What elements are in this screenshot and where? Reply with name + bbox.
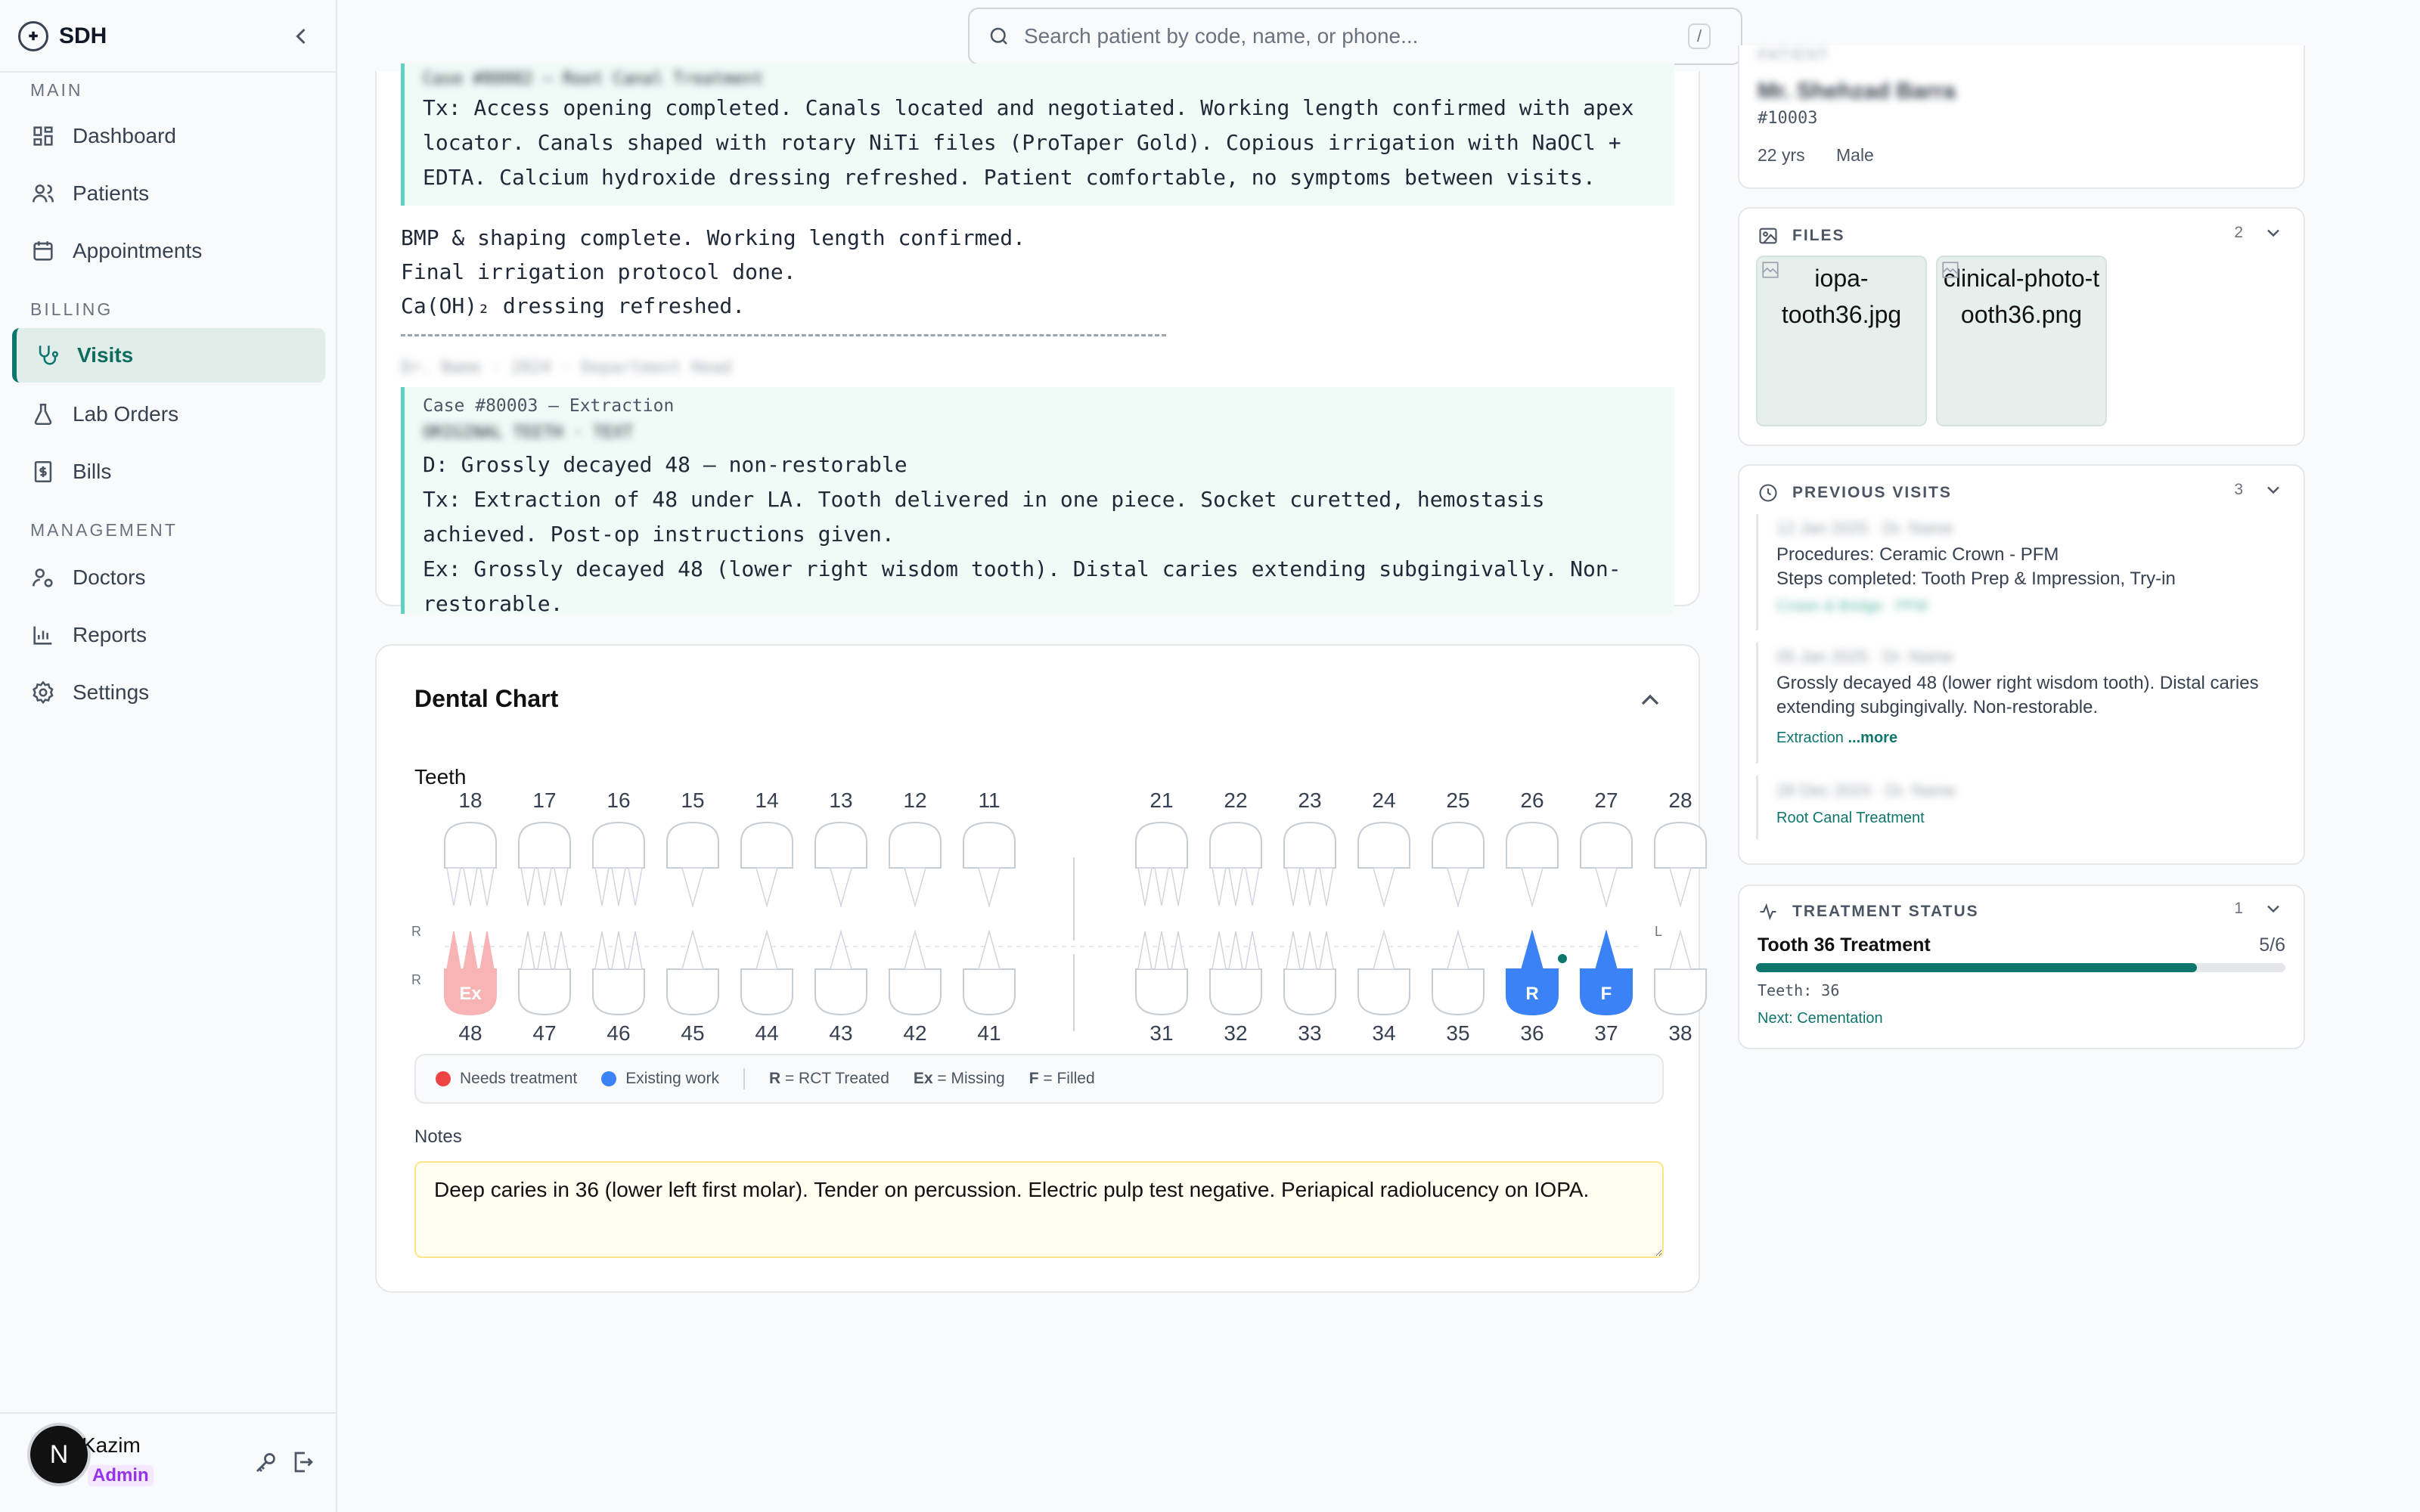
red-dot-icon — [436, 1071, 451, 1086]
case-note-extraction — [401, 387, 1674, 614]
tooth-root — [1670, 868, 1691, 906]
tooth-crown — [741, 823, 793, 868]
previous-visits-header[interactable] — [1758, 482, 1952, 503]
patient-card-label: PATIENT — [1758, 47, 1830, 64]
tooth-number: 22 — [1224, 789, 1248, 812]
tooth-crown — [593, 969, 644, 1015]
file-thumbnail[interactable] — [1756, 256, 1927, 426]
tooth-24[interactable] — [1358, 789, 1410, 906]
tooth-root — [1229, 868, 1243, 906]
case-diagnosis-text: D: Grossly decayed 48 — non-restorable — [423, 452, 908, 477]
case-exam-text: Ex: Grossly decayed 48 (lower right wisdom tooth). Distal caries extending subgingivally. Non-restorable. — [423, 556, 1621, 616]
visit-date: 28 Dec 2024 · Dr. Name — [1776, 781, 1956, 800]
tooth-number: 37 — [1594, 1021, 1618, 1045]
sidebar-divider — [0, 71, 337, 73]
sidebar — [0, 0, 337, 1512]
chart-notes-textarea[interactable] — [414, 1161, 1664, 1258]
tooth-number: 16 — [607, 789, 631, 812]
tooth-number: 38 — [1668, 1021, 1692, 1045]
patient-age: 22 yrs — [1758, 145, 1805, 165]
tooth-number: 34 — [1372, 1021, 1396, 1045]
tooth-15[interactable] — [667, 789, 718, 906]
sidebar-item-dashboard[interactable] — [12, 109, 325, 163]
tooth-12[interactable] — [889, 789, 941, 906]
tooth-root — [464, 931, 477, 969]
visit-line: Procedures: Ceramic Crown - PFM — [1776, 544, 2059, 565]
brand-logo-icon: ✚ — [18, 21, 48, 51]
chevron-down-icon[interactable] — [2263, 222, 2284, 243]
sidebar-item-doctors[interactable] — [12, 550, 325, 605]
tooth-number: 21 — [1150, 789, 1174, 812]
tooth-number: 23 — [1298, 789, 1322, 812]
tooth-root — [1229, 931, 1243, 969]
chevron-left-icon[interactable] — [287, 23, 315, 50]
files-title: FILES — [1792, 227, 1845, 244]
section-management: MANAGEMENT — [30, 520, 178, 540]
tooth-root — [1212, 931, 1226, 969]
tooth-root — [1286, 931, 1300, 969]
blue-dot-icon — [601, 1071, 616, 1086]
sidebar-item-label: Settings — [73, 680, 150, 704]
legend-label: = Filled — [1038, 1070, 1095, 1087]
tooth-number: 36 — [1520, 1021, 1544, 1045]
arch-side-label: R — [411, 924, 421, 939]
legend-key: Ex — [913, 1070, 933, 1087]
visit-line: Grossly decayed 48 (lower right wisdom tooth). Distal caries extending subgingivally. Non-restorable. — [1776, 673, 2259, 717]
tooth-root — [1286, 868, 1300, 906]
tooth-root — [521, 868, 535, 906]
tooth-root — [480, 868, 494, 906]
tooth-crown — [593, 823, 644, 868]
tooth-crown — [889, 823, 941, 868]
tooth-number: 47 — [532, 1021, 557, 1045]
tooth-number: 35 — [1446, 1021, 1470, 1045]
tooth-number: 12 — [903, 789, 927, 812]
tooth-root — [554, 931, 568, 969]
tooth-44[interactable] — [741, 931, 793, 1045]
brand-name: SDH — [59, 23, 107, 48]
tooth-35[interactable] — [1432, 931, 1484, 1045]
tooth-45[interactable] — [667, 931, 718, 1045]
treatment-status-title: TREATMENT STATUS — [1792, 903, 1979, 920]
tooth-root — [756, 868, 777, 906]
sidebar-item-bills[interactable] — [12, 445, 325, 499]
tooth-13[interactable] — [815, 789, 867, 906]
tooth-root — [1447, 931, 1469, 969]
tooth-root — [682, 868, 703, 906]
tooth-number: 13 — [829, 789, 853, 812]
tooth-crown — [667, 823, 718, 868]
tooth-root — [538, 868, 551, 906]
tooth-root — [1670, 931, 1691, 969]
tooth-number: 28 — [1668, 789, 1692, 812]
tooth-root — [1303, 868, 1317, 906]
tooth-root — [1320, 931, 1333, 969]
tooth-38[interactable] — [1655, 931, 1706, 1045]
tooth-33[interactable] — [1284, 931, 1336, 1045]
section-billing: BILLING — [30, 299, 113, 319]
tooth-crown — [667, 969, 718, 1015]
sidebar-item-label: Visits — [77, 343, 134, 367]
tooth-root — [1138, 868, 1152, 906]
tooth-root — [1596, 868, 1617, 906]
tooth-root — [480, 931, 494, 969]
tooth-32[interactable] — [1210, 931, 1261, 1045]
treatment-progress-bar — [1756, 963, 2285, 972]
tooth-number: 14 — [755, 789, 779, 812]
tooth-crown — [1284, 969, 1336, 1015]
tooth-37[interactable] — [1581, 931, 1632, 1045]
tooth-root — [1596, 931, 1617, 969]
tooth-crown — [1358, 823, 1410, 868]
tooth-crown — [815, 823, 867, 868]
users-icon — [30, 181, 56, 206]
tooth-number: 32 — [1224, 1021, 1248, 1045]
sidebar-item-label: Bills — [73, 460, 112, 483]
sidebar-item-label: Doctors — [73, 565, 146, 589]
sidebar-item-visits[interactable] — [12, 328, 325, 383]
tooth-26[interactable] — [1506, 789, 1558, 906]
tooth-root — [1373, 868, 1395, 906]
sidebar-item-label: Reports — [73, 623, 147, 646]
previous-visit-item[interactable] — [1756, 514, 2285, 631]
treatment-progress-fill — [1756, 963, 2197, 972]
tooth-number: 27 — [1594, 789, 1618, 812]
legend-separator — [743, 1068, 745, 1089]
tooth-crown — [963, 823, 1015, 868]
tooth-status-code: F — [1600, 984, 1612, 1004]
tooth-root — [595, 931, 609, 969]
section-main: MAIN — [30, 80, 83, 100]
tooth-crown — [1358, 969, 1410, 1015]
tooth-18[interactable] — [445, 789, 496, 906]
visit-summary-line: Final irrigation protocol done. — [401, 259, 796, 284]
notes-label: Notes — [414, 1126, 462, 1147]
tooth-root — [682, 931, 703, 969]
tooth-crown — [1655, 969, 1706, 1015]
tooth-root — [1522, 931, 1543, 969]
files-count: 2 — [2234, 224, 2243, 241]
tooth-root — [464, 868, 477, 906]
tooth-21[interactable] — [1136, 789, 1187, 906]
tooth-crown — [1432, 823, 1484, 868]
case-treatment-text: Tx: Access opening completed. Canals located and negotiated. Working length confirmed with apex locator. Canals shaped with rotary NiTi files (ProTaper Gold). Copious irrigation with NaOCl + EDTA. Calcium hydroxide dressing refreshed. Patient comfortable, no symptoms between visits. — [423, 95, 1647, 190]
tooth-25[interactable] — [1432, 789, 1484, 906]
tooth-root — [595, 868, 609, 906]
arch-side-label: R — [411, 972, 421, 987]
legend-missing — [914, 1070, 1005, 1088]
legend-needs-treatment — [436, 1070, 577, 1088]
dental-chart-legend — [414, 1054, 1664, 1104]
logout-icon[interactable] — [289, 1448, 316, 1476]
sidebar-item-appointments[interactable] — [12, 224, 325, 278]
tooth-root — [447, 868, 461, 906]
tooth-46[interactable] — [593, 931, 644, 1045]
visit-procedure-link[interactable]: Extraction — [1776, 730, 1844, 746]
tooth-root — [538, 931, 551, 969]
flask-icon — [30, 401, 56, 427]
tooth-root — [628, 868, 642, 906]
sidebar-footer-divider — [0, 1412, 337, 1414]
tooth-root — [1155, 868, 1168, 906]
tooth-36[interactable] — [1506, 931, 1558, 1045]
tooth-number: 42 — [903, 1021, 927, 1045]
file-name: clinical-photo-tooth36.png — [1943, 265, 2100, 328]
tooth-number: 48 — [458, 1021, 482, 1045]
chevron-down-icon[interactable] — [2263, 898, 2284, 919]
visit-procedure-link: Crown & Bridge · PFM — [1776, 598, 1928, 615]
tooth-root — [1303, 931, 1317, 969]
legend-label: = Missing — [932, 1070, 1005, 1087]
previous-visit-item[interactable] — [1756, 643, 2285, 764]
tooth-crown — [519, 969, 570, 1015]
tooth-crown — [815, 969, 867, 1015]
tooth-root — [447, 931, 461, 969]
visit-date: 12 Jan 2025 · Dr. Name — [1776, 519, 1953, 538]
case-subheader: ORIGINAL TEETH · TEXT — [423, 423, 634, 442]
tooth-number: 18 — [458, 789, 482, 812]
tooth-root — [1373, 931, 1395, 969]
dental-chart-grid — [407, 789, 1692, 1046]
tooth-crown — [1581, 823, 1632, 868]
tooth-root — [830, 868, 852, 906]
dental-chart-card — [375, 644, 1700, 1293]
tooth-number: 45 — [681, 1021, 705, 1045]
tooth-23[interactable] — [1284, 789, 1336, 906]
tooth-41[interactable] — [963, 931, 1015, 1045]
patient-card — [1738, 45, 2305, 189]
treatment-progress-text: 5/6 — [2259, 934, 2285, 956]
patient-code: #10003 — [1758, 109, 1818, 128]
tooth-11[interactable] — [963, 789, 1015, 906]
tooth-31[interactable] — [1136, 931, 1187, 1045]
tooth-43[interactable] — [815, 931, 867, 1045]
search-icon — [988, 25, 1010, 48]
tooth-number: 25 — [1446, 789, 1470, 812]
tooth-crown — [963, 969, 1015, 1015]
tooth-root — [521, 931, 535, 969]
tooth-selected-indicator-dot — [1558, 954, 1567, 963]
tooth-14[interactable] — [741, 789, 793, 906]
case-header: Case #80002 — Root Canal Treatment — [423, 70, 764, 88]
sidebar-item-label: Patients — [73, 181, 150, 205]
tooth-number: 33 — [1298, 1021, 1322, 1045]
tooth-status-code: Ex — [459, 984, 482, 1004]
search-shortcut-key: / — [1688, 23, 1711, 49]
legend-rct — [769, 1070, 889, 1088]
sidebar-item-label: Appointments — [73, 239, 203, 262]
visit-summary-line: Ca(OH)₂ dressing refreshed. — [401, 293, 746, 318]
doctor-icon — [30, 565, 56, 590]
tooth-number: 41 — [977, 1021, 1001, 1045]
treatment-teeth: Teeth: 36 — [1758, 981, 1840, 999]
tooth-number: 31 — [1150, 1021, 1174, 1045]
sidebar-item-settings[interactable] — [12, 665, 325, 720]
search-bar[interactable] — [968, 8, 1742, 65]
tooth-number: 15 — [681, 789, 705, 812]
treatment-status-count: 1 — [2234, 900, 2243, 917]
broken-image-icon — [1761, 260, 1780, 280]
tooth-root — [1246, 868, 1259, 906]
tooth-root — [979, 931, 1000, 969]
tooth-16[interactable] — [593, 789, 644, 906]
legend-label: Existing work — [625, 1070, 719, 1087]
teeth-label: Teeth — [414, 765, 467, 789]
user-name: Kazim — [82, 1433, 141, 1457]
treatment-next-step: Next: Cementation — [1758, 1010, 1883, 1027]
tooth-34[interactable] — [1358, 931, 1410, 1045]
tooth-crown — [741, 969, 793, 1015]
tooth-48[interactable] — [445, 931, 496, 1045]
chevron-up-icon[interactable] — [1635, 685, 1665, 715]
chevron-down-icon[interactable] — [2263, 479, 2284, 500]
legend-label: Needs treatment — [460, 1070, 578, 1087]
case-header: Case #80003 — Extraction — [423, 396, 675, 416]
tooth-root — [1155, 931, 1168, 969]
more-link[interactable]: ...more — [1843, 730, 1898, 746]
tooth-28[interactable] — [1655, 789, 1706, 906]
tooth-root — [1447, 868, 1469, 906]
visit-procedure-link[interactable]: Root Canal Treatment — [1776, 810, 1925, 826]
tooth-42[interactable] — [889, 931, 941, 1045]
tooth-crown — [519, 823, 570, 868]
tooth-crown — [1432, 969, 1484, 1015]
tooth-number: 46 — [607, 1021, 631, 1045]
activity-icon — [1758, 901, 1779, 922]
tooth-root — [612, 868, 625, 906]
tooth-root — [756, 931, 777, 969]
image-icon — [1758, 225, 1779, 246]
tooth-crown — [1136, 823, 1187, 868]
sidebar-item-lab-orders[interactable] — [12, 387, 325, 442]
grid-icon — [30, 123, 56, 149]
tooth-crown — [1655, 823, 1706, 868]
tooth-root — [1212, 868, 1226, 906]
visit-meta: Dr. Name · 2024 · Department Head — [401, 358, 732, 377]
case-note-rct — [401, 64, 1674, 206]
tooth-root — [1171, 868, 1185, 906]
avatar[interactable]: N — [30, 1426, 88, 1483]
patient-name: Mr. Shehzad Barra — [1758, 79, 1956, 104]
tooth-number: 26 — [1520, 789, 1544, 812]
bar-chart-icon — [30, 622, 56, 648]
tooth-root — [830, 931, 852, 969]
tooth-crown — [445, 823, 496, 868]
tooth-root — [1522, 868, 1543, 906]
treatment-name: Tooth 36 Treatment — [1758, 934, 1931, 956]
notes-divider — [401, 334, 1166, 336]
tooth-root — [628, 931, 642, 969]
tooth-number: 43 — [829, 1021, 853, 1045]
file-thumbnail[interactable] — [1936, 256, 2107, 426]
tooth-47[interactable] — [519, 931, 570, 1045]
stethoscope-icon — [35, 342, 60, 368]
calendar-icon — [30, 238, 56, 264]
sidebar-item-label: Lab Orders — [73, 402, 179, 426]
visit-notes-card[interactable] — [375, 70, 1700, 616]
tooth-crown — [1210, 969, 1261, 1015]
case-treatment-text: Tx: Extraction of 48 under LA. Tooth delivered in one piece. Socket curetted, hemostasis achieved. Post-op instructions given. — [423, 487, 1558, 547]
tooth-number: 24 — [1372, 789, 1396, 812]
broken-image-icon — [1941, 260, 1960, 280]
tooth-27[interactable] — [1581, 789, 1632, 906]
legend-key: R — [768, 1070, 781, 1087]
tooth-number: 11 — [978, 789, 1001, 812]
legend-key: F — [1028, 1070, 1039, 1087]
user-role-badge: Admin — [88, 1465, 154, 1486]
tooth-root — [1320, 868, 1333, 906]
tooth-crown — [889, 969, 941, 1015]
legend-filled — [1029, 1070, 1095, 1088]
gear-icon — [30, 680, 56, 705]
treatment-status-header[interactable] — [1758, 901, 1979, 922]
previous-visits-count: 3 — [2234, 481, 2243, 498]
visit-line: Steps completed: Tooth Prep & Impression, Try-in — [1776, 569, 2176, 589]
tooth-root — [1246, 931, 1259, 969]
files-header[interactable] — [1758, 225, 1845, 246]
tooth-crown — [1136, 969, 1187, 1015]
tooth-root — [554, 868, 568, 906]
sidebar-item-patients[interactable] — [12, 166, 325, 221]
file-name: iopa-tooth36.jpg — [1781, 265, 1902, 328]
tooth-root — [1138, 931, 1152, 969]
dental-chart-title: Dental Chart — [414, 685, 559, 712]
tooth-crown — [1210, 823, 1261, 868]
receipt-icon — [30, 459, 56, 485]
sidebar-item-label: Dashboard — [73, 124, 176, 147]
brand[interactable] — [18, 21, 107, 51]
tooth-crown — [1506, 823, 1558, 868]
key-icon[interactable] — [253, 1448, 280, 1476]
previous-visits-title: PREVIOUS VISITS — [1792, 484, 1952, 501]
previous-visit-item[interactable] — [1756, 776, 2285, 839]
legend-label: = RCT Treated — [780, 1070, 889, 1087]
tooth-22[interactable] — [1210, 789, 1261, 906]
tooth-root — [904, 868, 926, 906]
tooth-crown — [1284, 823, 1336, 868]
patient-gender: Male — [1836, 145, 1874, 165]
tooth-17[interactable] — [519, 789, 570, 906]
search-input[interactable] — [1024, 24, 1674, 48]
sidebar-item-reports[interactable] — [12, 608, 325, 662]
tooth-number: 44 — [755, 1021, 779, 1045]
clock-icon — [1758, 482, 1779, 503]
visit-summary-line: BMP & shaping complete. Working length confirmed. — [401, 225, 1026, 250]
tooth-root — [1171, 931, 1185, 969]
arch-side-label: L — [1655, 924, 1663, 939]
tooth-root — [979, 868, 1000, 906]
tooth-number: 17 — [532, 789, 557, 812]
legend-existing-work — [601, 1070, 719, 1088]
tooth-status-code: R — [1525, 984, 1539, 1004]
visit-date: 05 Jan 2025 · Dr. Name — [1776, 647, 1953, 666]
tooth-root — [612, 931, 625, 969]
tooth-root — [904, 931, 926, 969]
